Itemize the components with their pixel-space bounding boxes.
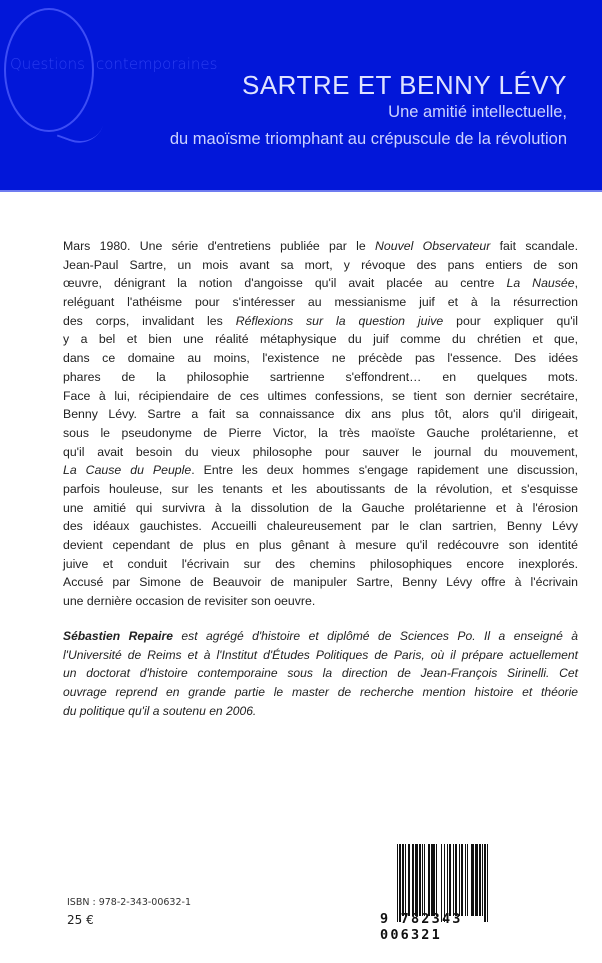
barcode-bar: [428, 844, 430, 916]
barcode-bar: [461, 844, 463, 916]
author-bio-line: du politique qu'il a soutenu en 2006.: [63, 703, 257, 718]
summary-line: Jean-Paul Sartre, un mois avant sa mort, y révoque des pans entiers de son: [63, 257, 578, 272]
summary-line: devient cependant de plus en plus gênant à mesure qu'il redécouvre son identité: [63, 538, 578, 552]
barcode-bar: [434, 844, 435, 916]
barcode-bar: [475, 844, 477, 916]
book-title: SARTRE ET BENNY LÉVY: [241, 70, 567, 100]
summary-text: [63, 237, 578, 611]
barcode-bar: [465, 844, 466, 916]
series-name-2: contemporaines: [96, 55, 218, 73]
summary-line: sous le pseudonyme de Pierre Victor, la très maoïste Gauche prolétarienne, et: [63, 425, 578, 440]
summary-line: œuvre, dénigrant la notion d'angoisse qu'il avait placée au centre La Nausée,: [63, 276, 578, 291]
summary-line: une amitié qui survivra à la dissolution de la Gauche prolétarienne et à l'érosion: [63, 500, 578, 515]
summary-line: Mars 1980. Une série d'entretiens publiée par le Nouvel Observateur fait scandale.: [63, 239, 578, 253]
barcode-bar: [479, 844, 481, 916]
barcode-bar: [415, 844, 418, 916]
summary-line: Benny Lévy. Sartre a fait sa connaissance dix ans plus tôt, alors qu'il dirigeait,: [63, 407, 578, 422]
summary-line: parfois houleuse, sur les tenants et les aboutissants de la révolution, et s'esquisse: [63, 481, 578, 496]
author-bio-text: est agrégé d'histoire et diplômé de Sciences Po. Il a enseigné à: [172, 629, 578, 643]
barcode-bars: [397, 844, 530, 916]
summary-line: Face à lui, récipiendaire de ces ultimes confessions, se tient son dernier secrétaire,: [63, 388, 578, 403]
series-name-1: Questions: [10, 55, 85, 73]
barcode-bar: [453, 844, 454, 916]
barcode-bar: [482, 844, 483, 916]
cover-header: [0, 0, 602, 192]
summary-line: une dernière occasion de revisiter son oeuvre.: [63, 594, 316, 609]
barcode-bar: [424, 844, 425, 916]
summary-line: des idéaux gauchistes. Accueilli chaleureusement par le clan sartrien, Benny Lévy: [63, 519, 578, 534]
barcode-bar: [405, 844, 406, 916]
barcode-bar: [412, 844, 414, 916]
barcode-digits: 9 782343 006321: [380, 911, 463, 943]
barcode-bar: [471, 844, 474, 916]
barcode-bar: [402, 844, 404, 916]
barcode-bar: [408, 844, 411, 916]
isbn: ISBN : 978-2-343-00632-1: [67, 897, 191, 908]
author-name: Sébastien Repaire: [63, 629, 173, 643]
barcode-bar: [419, 844, 421, 916]
author-bio: [63, 627, 578, 720]
barcode: [380, 844, 520, 943]
author-bio-line: [63, 627, 578, 646]
author-bio-line: un doctorat d'histoire contemporaine sous la direction de Jean-François Sirinelli. Cet: [63, 666, 578, 681]
barcode-bar: [436, 844, 437, 916]
barcode-bar: [447, 844, 448, 916]
price: 25 €: [67, 913, 94, 927]
summary-line: juive et conduit l'écrivain sur des chemins philosophiques encore inexplorés.: [63, 556, 578, 571]
book-subtitle-2: du maoïsme triomphant au crépuscule de la révolution: [169, 130, 567, 148]
barcode-bar: [422, 844, 423, 916]
summary-line: des corps, invalidant les Réflexions sur la question juive pour expliquer qu'il: [63, 313, 579, 328]
series-logo-q-tail: [57, 112, 103, 150]
barcode-bar: [449, 844, 451, 916]
summary-line: Accusé par Simone de Beauvoir de manipuler Sartre, Benny Lévy offre à l'écrivain: [63, 575, 578, 590]
summary-line: phares de la philosophie sartrienne s'effondrent… en quelques mots.: [63, 369, 578, 384]
summary-line: y a bel et bien une réalité métaphysique du juif comme du chrétien et que,: [63, 332, 578, 347]
barcode-bar: [459, 844, 460, 916]
summary-line: qu'il avait besoin du vieux philosophe pour sauver le journal du mouvement,: [63, 444, 578, 459]
author-bio-line: l'Université de Reims et à l'Institut d'Études Politiques de Paris, où il prépare actuellement: [63, 647, 578, 662]
author-bio-line: ouvrage reprend en grande partie le master de recherche mention histoire et théorie: [63, 685, 578, 700]
barcode-bar: [467, 844, 468, 916]
summary-line: dans ce domaine au moins, l'existence ne précède pas l'essence. Des idées: [63, 351, 578, 366]
barcode-bar: [455, 844, 457, 916]
book-subtitle-1: Une amitié intellectuelle,: [388, 103, 567, 121]
summary-line: reléguant l'athéisme pour s'intéresser au messianisme juif et à la résurrection: [63, 295, 578, 310]
summary-line: La Cause du Peuple. Entre les deux hommes s'engage rapidement une discussion,: [63, 463, 578, 478]
